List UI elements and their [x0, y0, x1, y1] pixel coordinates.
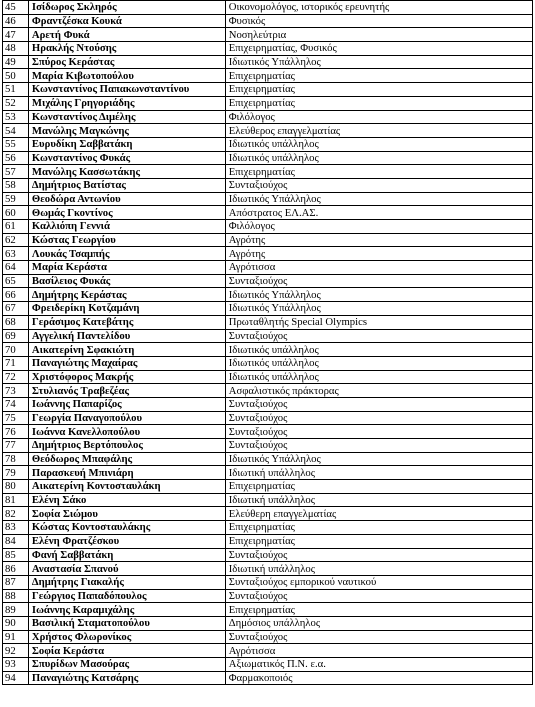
occupation: Φιλόλογος — [225, 110, 532, 124]
table-row — [3, 14, 533, 28]
table-row — [3, 110, 533, 124]
occupation: Πρωταθλητής Special Olympics — [225, 315, 532, 329]
person-name: Αγγελική Παντελίδου — [28, 329, 225, 343]
person-name: Κώστας Γεωργίου — [28, 233, 225, 247]
person-name: Δημήτρης Γιακαλής — [28, 575, 225, 589]
occupation: Επιχειρηματίας, Φυσικός — [225, 42, 532, 56]
row-number: 66 — [3, 288, 29, 302]
row-number: 68 — [3, 315, 29, 329]
occupation: Νοσηλεύτρια — [225, 28, 532, 42]
occupation: Απόστρατος ΕΛ.ΑΣ. — [225, 206, 532, 220]
table-row — [3, 343, 533, 357]
person-name: Ιωάννης Παπαρίζος — [28, 397, 225, 411]
person-name: Ευρυδίκη Σαββατάκη — [28, 137, 225, 151]
person-name: Ελένη Φρατζέσκου — [28, 534, 225, 548]
person-name: Αικατερίνη Σφακιώτη — [28, 343, 225, 357]
candidates-table-body — [3, 1, 533, 685]
occupation: Συνταξιούχος — [225, 411, 532, 425]
occupation: Επιχειρηματίας — [225, 69, 532, 83]
table-row — [3, 616, 533, 630]
table-row — [3, 329, 533, 343]
occupation: Ιδιωτική υπάλληλος — [225, 493, 532, 507]
person-name: Σπύρος Κεράστας — [28, 55, 225, 69]
row-number: 73 — [3, 384, 29, 398]
table-row — [3, 589, 533, 603]
table-row — [3, 288, 533, 302]
person-name: Θεοδώρα Αντωνίου — [28, 192, 225, 206]
occupation: Συνταξιούχος — [225, 178, 532, 192]
table-row — [3, 425, 533, 439]
person-name: Χρήστος Φλωρονίκος — [28, 630, 225, 644]
table-row — [3, 178, 533, 192]
person-name: Κωνσταντίνος Παπακωνσταντίνου — [28, 83, 225, 97]
row-number: 76 — [3, 425, 29, 439]
person-name: Στυλιανός Τραβεζέας — [28, 384, 225, 398]
occupation: Συνταξιούχος — [225, 274, 532, 288]
table-row — [3, 480, 533, 494]
row-number: 72 — [3, 370, 29, 384]
table-row — [3, 644, 533, 658]
table-row — [3, 261, 533, 275]
occupation: Επιχειρηματίας — [225, 521, 532, 535]
row-number: 81 — [3, 493, 29, 507]
row-number: 69 — [3, 329, 29, 343]
person-name: Σοφία Σιώμου — [28, 507, 225, 521]
occupation: Ιδιωτικός υπάλληλος — [225, 356, 532, 370]
table-row — [3, 466, 533, 480]
row-number: 75 — [3, 411, 29, 425]
person-name: Χριστόφορος Μακρής — [28, 370, 225, 384]
occupation: Επιχειρηματίας — [225, 603, 532, 617]
row-number: 46 — [3, 14, 29, 28]
occupation: Επιχειρηματίας — [225, 165, 532, 179]
occupation: Επιχειρηματίας — [225, 96, 532, 110]
table-row — [3, 658, 533, 672]
person-name: Παναγιώτης Κατσάρης — [28, 671, 225, 685]
row-number: 91 — [3, 630, 29, 644]
row-number: 67 — [3, 302, 29, 316]
table-row — [3, 439, 533, 453]
table-row — [3, 83, 533, 97]
row-number: 57 — [3, 165, 29, 179]
table-row — [3, 671, 533, 685]
table-row — [3, 507, 533, 521]
person-name: Μαρία Κεράστα — [28, 261, 225, 275]
row-number: 64 — [3, 261, 29, 275]
row-number: 92 — [3, 644, 29, 658]
person-name: Βασίλειος Φυκάς — [28, 274, 225, 288]
person-name: Παναγιώτης Μαχαίρας — [28, 356, 225, 370]
table-row — [3, 124, 533, 138]
row-number: 48 — [3, 42, 29, 56]
table-row — [3, 247, 533, 261]
occupation: Συνταξιούχος — [225, 439, 532, 453]
person-name: Μιχάλης Γρηγοριάδης — [28, 96, 225, 110]
person-name: Μανώλης Μαγκώνης — [28, 124, 225, 138]
occupation: Συνταξιούχος — [225, 630, 532, 644]
table-row — [3, 562, 533, 576]
table-row — [3, 356, 533, 370]
row-number: 74 — [3, 397, 29, 411]
table-row — [3, 452, 533, 466]
table-row — [3, 575, 533, 589]
occupation: Ιδιωτικός υπάλληλος — [225, 137, 532, 151]
table-row — [3, 69, 533, 83]
table-row — [3, 151, 533, 165]
occupation: Συνταξιούχος — [225, 425, 532, 439]
occupation: Ασφαλιστικός πράκτορας — [225, 384, 532, 398]
occupation: Ιδιωτικός Υπάλληλος — [225, 192, 532, 206]
row-number: 87 — [3, 575, 29, 589]
row-number: 51 — [3, 83, 29, 97]
row-number: 86 — [3, 562, 29, 576]
occupation: Φιλόλογος — [225, 220, 532, 234]
person-name: Θεόδωρος Μπαφάλης — [28, 452, 225, 466]
person-name: Ιωάννα Κανελλοπούλου — [28, 425, 225, 439]
occupation: Οικονομολόγος, ιστορικός ερευνητής — [225, 1, 532, 15]
row-number: 70 — [3, 343, 29, 357]
table-row — [3, 192, 533, 206]
table-row — [3, 233, 533, 247]
row-number: 79 — [3, 466, 29, 480]
person-name: Αρετή Φυκά — [28, 28, 225, 42]
person-name: Σπυρίδων Μασούρας — [28, 658, 225, 672]
row-number: 88 — [3, 589, 29, 603]
row-number: 94 — [3, 671, 29, 685]
row-number: 80 — [3, 480, 29, 494]
occupation: Συνταξιούχος — [225, 548, 532, 562]
table-row — [3, 630, 533, 644]
person-name: Κωνσταντίνος Διμέλης — [28, 110, 225, 124]
row-number: 77 — [3, 439, 29, 453]
table-row — [3, 137, 533, 151]
occupation: Ιδιωτικός Υπάλληλος — [225, 452, 532, 466]
row-number: 90 — [3, 616, 29, 630]
person-name: Φανή Σαββατάκη — [28, 548, 225, 562]
person-name: Φραντζέσκα Κουκά — [28, 14, 225, 28]
row-number: 55 — [3, 137, 29, 151]
person-name: Δημήτριος Βερτόπουλος — [28, 439, 225, 453]
person-name: Γεωργία Παναγοπούλου — [28, 411, 225, 425]
row-number: 93 — [3, 658, 29, 672]
table-row — [3, 370, 533, 384]
table-row — [3, 206, 533, 220]
row-number: 54 — [3, 124, 29, 138]
occupation: Δημόσιος υπάλληλος — [225, 616, 532, 630]
person-name: Δημήτριος Βατίστας — [28, 178, 225, 192]
person-name: Αναστασία Σπανού — [28, 562, 225, 576]
occupation: Φυσικός — [225, 14, 532, 28]
table-row — [3, 384, 533, 398]
candidates-table — [2, 0, 533, 685]
person-name: Ισίδωρος Σκληρός — [28, 1, 225, 15]
person-name: Γεώργιος Παπαδόπουλος — [28, 589, 225, 603]
table-row — [3, 397, 533, 411]
table-row — [3, 315, 533, 329]
table-row — [3, 493, 533, 507]
occupation: Ιδιωτική υπάλληλος — [225, 466, 532, 480]
row-number: 45 — [3, 1, 29, 15]
table-row — [3, 165, 533, 179]
occupation: Ελεύθερη επαγγελματίας — [225, 507, 532, 521]
occupation: Αγρότης — [225, 247, 532, 261]
person-name: Ηρακλής Ντούσης — [28, 42, 225, 56]
row-number: 52 — [3, 96, 29, 110]
occupation: Ιδιωτικός υπάλληλος — [225, 370, 532, 384]
row-number: 83 — [3, 521, 29, 535]
table-row — [3, 220, 533, 234]
occupation: Ιδιωτικός Υπάλληλος — [225, 302, 532, 316]
person-name: Μανώλης Κασσωτάκης — [28, 165, 225, 179]
person-name: Μαρία Κιβωτοπούλου — [28, 69, 225, 83]
person-name: Καλλιόπη Γεννιά — [28, 220, 225, 234]
occupation: Ιδιωτικός υπάλληλος — [225, 151, 532, 165]
row-number: 89 — [3, 603, 29, 617]
row-number: 56 — [3, 151, 29, 165]
row-number: 47 — [3, 28, 29, 42]
occupation: Επιχειρηματίας — [225, 480, 532, 494]
occupation: Συνταξιούχος — [225, 329, 532, 343]
occupation: Συνταξιούχος — [225, 397, 532, 411]
occupation: Συνταξιούχος εμπορικού ναυτικού — [225, 575, 532, 589]
row-number: 50 — [3, 69, 29, 83]
row-number: 63 — [3, 247, 29, 261]
table-row — [3, 302, 533, 316]
row-number: 82 — [3, 507, 29, 521]
person-name: Γεράσιμος Κατεβάτης — [28, 315, 225, 329]
row-number: 53 — [3, 110, 29, 124]
table-row — [3, 603, 533, 617]
person-name: Λουκάς Τσαμπής — [28, 247, 225, 261]
person-name: Θωμάς Γκοντίνος — [28, 206, 225, 220]
table-row — [3, 411, 533, 425]
row-number: 58 — [3, 178, 29, 192]
person-name: Κωνσταντίνος Φυκάς — [28, 151, 225, 165]
table-row — [3, 274, 533, 288]
table-row — [3, 42, 533, 56]
row-number: 62 — [3, 233, 29, 247]
occupation: Φαρμακοποιός — [225, 671, 532, 685]
occupation: Ιδιωτικός Υπάλληλος — [225, 288, 532, 302]
table-row — [3, 548, 533, 562]
table-row — [3, 55, 533, 69]
row-number: 78 — [3, 452, 29, 466]
row-number: 49 — [3, 55, 29, 69]
row-number: 65 — [3, 274, 29, 288]
occupation: Ελεύθερος επαγγελματίας — [225, 124, 532, 138]
occupation: Ιδιωτικός υπάλληλος — [225, 343, 532, 357]
row-number: 84 — [3, 534, 29, 548]
row-number: 71 — [3, 356, 29, 370]
row-number: 61 — [3, 220, 29, 234]
occupation: Επιχειρηματίας — [225, 534, 532, 548]
occupation: Αγρότης — [225, 233, 532, 247]
person-name: Δημήτρης Κεράστας — [28, 288, 225, 302]
person-name: Βασιλική Σταματοπούλου — [28, 616, 225, 630]
row-number: 59 — [3, 192, 29, 206]
person-name: Αικατερίνη Κοντοσταυλάκη — [28, 480, 225, 494]
table-row — [3, 28, 533, 42]
person-name: Κώστας Κοντοσταυλάκης — [28, 521, 225, 535]
occupation: Συνταξιούχος — [225, 589, 532, 603]
table-row — [3, 521, 533, 535]
row-number: 60 — [3, 206, 29, 220]
table-row — [3, 1, 533, 15]
table-row — [3, 534, 533, 548]
occupation: Αγρότισσα — [225, 261, 532, 275]
occupation: Ιδιωτική υπάλληλος — [225, 562, 532, 576]
row-number: 85 — [3, 548, 29, 562]
occupation: Αξιωματικός Π.Ν. ε.α. — [225, 658, 532, 672]
occupation: Ιδιωτικός Υπάλληλος — [225, 55, 532, 69]
occupation: Επιχειρηματίας — [225, 83, 532, 97]
person-name: Σοφία Κεράστα — [28, 644, 225, 658]
table-row — [3, 96, 533, 110]
person-name: Ελένη Σάκο — [28, 493, 225, 507]
occupation: Αγρότισσα — [225, 644, 532, 658]
person-name: Φρειδερίκη Κοτζαμάνη — [28, 302, 225, 316]
person-name: Ιωάννης Καραμιχάλης — [28, 603, 225, 617]
person-name: Παρασκευή Μπινιάρη — [28, 466, 225, 480]
